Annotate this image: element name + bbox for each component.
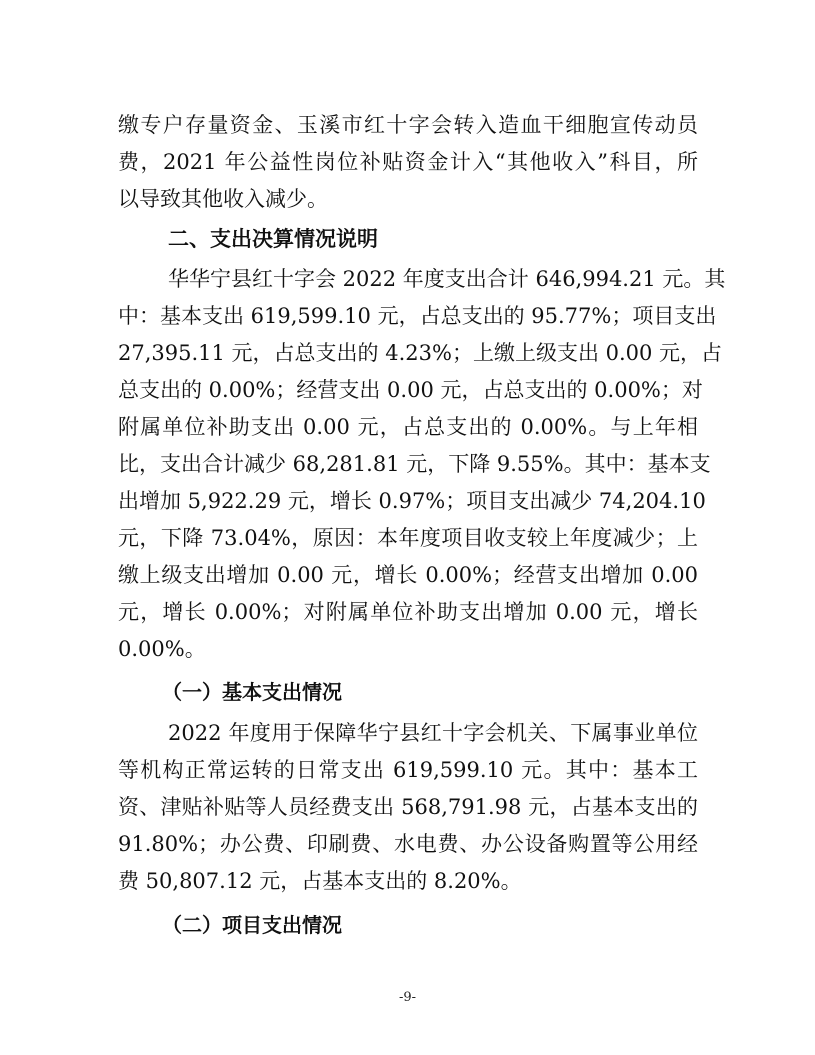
body-text-line: 附属单位补助支出 0.00 元，占总支出的 0.00%。与上年相 — [118, 415, 698, 439]
body-text-line: 以导致其他收入减少。 — [118, 187, 328, 211]
body-text-line: 费 50,807.12 元，占基本支出的 8.20%。 — [118, 869, 522, 893]
subsection-heading-project: （二）项目支出情况 — [162, 913, 342, 937]
body-text-line: 出增加 5,922.29 元，增长 0.97%；项目支出减少 74,204.10 — [118, 489, 706, 513]
body-text-line: 缴上级支出增加 0.00 元，增长 0.00%；经营支出增加 0.00 — [118, 563, 698, 587]
body-text-line: 27,395.11 元，占总支出的 4.23%；上缴上级支出 0.00 元，占 — [118, 341, 723, 365]
body-text-line: 等机构正常运转的日常支出 619,599.10 元。其中：基本工 — [118, 758, 698, 782]
body-text-line: 2022 年度用于保障华宁县红十字会机关、下属事业单位 — [168, 721, 698, 745]
page-number: -9- — [398, 990, 417, 1005]
body-text-line: 0.00%。 — [118, 637, 206, 661]
body-text-line: 91.80%；办公费、印刷费、水电费、办公设备购置等公用经 — [118, 832, 698, 856]
body-text-line: 中：基本支出 619,599.10 元，占总支出的 95.77%；项目支出 — [118, 304, 717, 328]
body-text-line: 比，支出合计减少 68,281.81 元，下降 9.55%。其中：基本支 — [118, 452, 711, 476]
body-text-line: 缴专户存量资金、玉溪市红十字会转入造血干细胞宣传动员 — [118, 113, 698, 137]
body-text-line: 费，2021 年公益性岗位补贴资金计入“其他收入”科目，所 — [118, 150, 698, 174]
body-text-line: 元，增长 0.00%；对附属单位补助支出增加 0.00 元，增长 — [118, 600, 698, 624]
body-text-line: 资、津贴补贴等人员经费支出 568,791.98 元，占基本支出的 — [118, 795, 698, 819]
body-text-line: 总支出的 0.00%；经营支出 0.00 元，占总支出的 0.00%；对 — [118, 378, 703, 402]
body-text-line: 华华宁县红十字会 2022 年度支出合计 646,994.21 元。其 — [168, 267, 726, 291]
section-heading: 二、支出决算情况说明 — [168, 227, 378, 251]
subsection-heading-basic: （一）基本支出情况 — [162, 680, 342, 704]
body-text-line: 元，下降 73.04%，原因：本年度项目收支较上年度减少；上 — [118, 526, 698, 550]
